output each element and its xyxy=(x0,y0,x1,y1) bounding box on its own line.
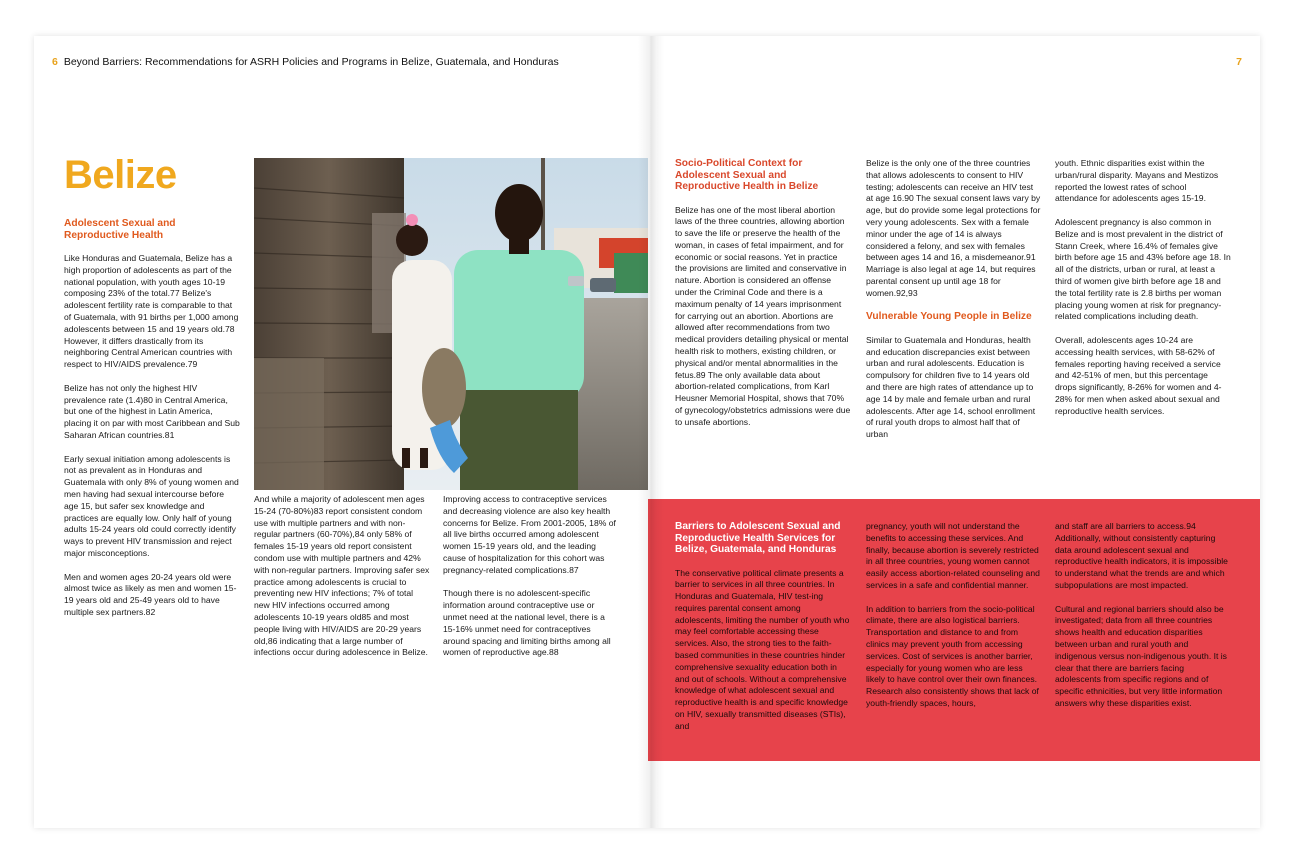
box-heading: Barriers to Adolescent Sexual and Reproductive Health Services for Belize, Guatemala, and Honduras xyxy=(675,521,841,555)
right-column-1 xyxy=(675,158,851,429)
paragraph: Belize has not only the highest HIV prevalence rate (1.4)80 in Central America, but one of the highest in Latin America, placing it on par with most Caribbean and Sub Saharan African countries.81 xyxy=(64,382,240,440)
brochure-spread xyxy=(34,36,1260,828)
paragraph: Adolescent pregnancy is also common in Belize and is most prevalent in the district of Stann Creek, where 16.4% of females give birth before age 15 and 43% before age 18. In all of the districts, urban or rural, at least a third of women give birth before age 18 and the total fertility rate is 2.8 births per woman placing young women at risk for pregnancy-related complications including death. xyxy=(1055,216,1231,322)
paragraph: And while a majority of adolescent men ages 15-24 (70-80%)83 report consistent condom use with multiple partners and with non-regular partners (60-70%),84 only 58% of females 15-19 years old report consistent condom use with multiple partners and 42% with non-regular partners. Improving safer sex practice among adolescents is crucial to preventing new HIV infections; 7% of total new HIV infections occurred among adolescents 10-19 years old85 and most people living with HIV/AIDS are 20-29 years old,86 indicating that a large number of infections occur during adolescence in Belize. xyxy=(254,494,430,658)
paragraph: Like Honduras and Guatemala, Belize has a high proportion of adolescents as part of the national population, with youth ages 10-19 composing 23% of the total.77 Belize's adolescent fertility rate is comparable to that of Guatemala, with 91 births per 1,000 among adolescents between 15 and 19 years old.78 However, it differs drastically from its neighboring Central American countries with respect to HIV/AIDS prevalence.79 xyxy=(64,253,239,370)
paragraph: Belize has one of the most liberal abortion laws of the three countries, allowing abortion to save the life or preserve the health of the woman, in cases of fetal impairment, and for economic or social reasons. Yet in practice the provisions are limited and conservative in nature. Abortion is considered an offense under the Criminal Code and there is a maximum penalty of 14 years imprisonment for carrying out an abortion. Abortions are allowed after recommendations from two medical providers detailing physical or mental health risk to mothers, existing children, or physical and/or mental abnormalities in the fetus.89 The only available data about abortion-related complications, from Karl Heusner Memorial Hospital, shows that 70% of gynecology/obstetrics admissions were due to unsafe abortions. xyxy=(675,204,851,427)
paragraph: Cultural and regional barriers should also be investigated; data from all three countries shows health and education disparities between urban and rural youth and indigenous versus non-indigenous youth. It is clear that there are barriers facing adolescents from specific regions and of specific ethnicities, but very little information answers why these disparities exist. xyxy=(1055,603,1227,708)
paragraph: Men and women ages 20-24 years old were almost twice as likely as men and women 15-19 years old and 25-49 years old to have multiple sex partners.82 xyxy=(64,571,237,617)
barriers-callout-box xyxy=(648,499,1260,761)
paragraph: pregnancy, youth will not understand the benefits to accessing these services. And finally, because abortion is severely restricted in all three countries, young women cannot easily access abortion-related counseling and services in a safe and confidential manner. xyxy=(866,521,1040,590)
box-column-1 xyxy=(675,521,851,733)
paragraph: Though there is no adolescent-specific information around contraceptive use or unmet need at the national level, there is a 15-16% unmet need for contraceptives around spacing and limiting births among all women of reproductive age.88 xyxy=(443,588,611,658)
paragraph: and staff are all barriers to access.94 Additionally, without consistently capturing data around adolescent sexual and reproductive health indicators, it is impossible to understand what the trends are and which subpopulations are most impacted. xyxy=(1055,521,1228,590)
box-column-2 xyxy=(866,521,1042,710)
right-column-2 xyxy=(866,158,1042,441)
running-title: Beyond Barriers: Recommendations for ASRH Policies and Programs in Belize, Guatemala, and Honduras xyxy=(63,56,559,68)
paragraph: Belize is the only one of the three countries that allows adolescents to consent to HIV testing; adolescents can receive an HIV test at age 16.90 The sexual consent laws vary by age, but do provide some legal protections for very young adolescents. Sex with a female minor under the age of 14 is always considered a felony, and sex with females between ages 14 and 16, a misdemeanor.91 Marriage is also legal at age 14, but requires parental consent up until age 18 for women.92,93 xyxy=(866,158,1041,298)
left-page-number: 6 xyxy=(52,56,58,68)
left-column-1 xyxy=(64,218,240,619)
left-column-2 xyxy=(254,494,430,659)
left-column-3 xyxy=(443,494,619,659)
paragraph: Overall, adolescents ages 10-24 are accessing health services, with 58-62% of females reporting having received a service and 42-51% of men, but this percentage drops significantly, 8-26% for women and 4-28% for men when asked about sexual and reproductive health services. xyxy=(1055,334,1222,416)
page-title: Belize xyxy=(64,153,177,197)
paragraph: Similar to Guatemala and Honduras, health and education discrepancies exist between urban and rural adolescents. Education is compulsory for children five to 14 years old and there are high rates of attendance up to age 14 by male and female urban and rural adolescents. After age 14, school enrollment of rural youth drops to almost half that of urban xyxy=(866,334,1036,440)
paragraph: Improving access to contraceptive services and decreasing violence are also key health concerns for Belize. From 2001-2005, 18% of all live births occurred among adolescent women 15-19 years old, and the leading cause of hospitalization for this cohort was pregnancy-related complications.87 xyxy=(443,494,616,575)
paragraph: Early sexual initiation among adolescents is not as prevalent as in Honduras and Guatemala with only 8% of young women and men having had sexual intercourse before age 15, but safer sex knowledge and practices are equally low. Only half of young adults 15-24 years old could correctly identify ways to prevent HIV transmission and reject major misconceptions. xyxy=(64,453,239,558)
photo-schoolgirls xyxy=(254,158,648,490)
section-heading-vulnerable: Vulnerable Young People in Belize xyxy=(866,311,1032,323)
running-head xyxy=(52,56,559,68)
left-page xyxy=(34,36,648,828)
right-page xyxy=(648,36,1260,828)
right-column-3 xyxy=(1055,158,1231,418)
paragraph: In addition to barriers from the socio-political climate, there are also logistical barriers. Transportation and distance to and from clinics may prevent youth from accessing services. Cost of services is another barrier, especially for young women who are less likely to have control over their own finances. Research also consistently shows that lack of youth-friendly spaces, hours, xyxy=(866,603,1039,708)
paragraph: The conservative political climate presents a barrier to services in all three countries. In Honduras and Guatemala, HIV test-ing requires parental consent among adolescents, limiting the number of youth who may feel comfortable accessing these services. Also, the strong ties to the faith-based communities in these countries hinder comprehensive sexuality education both in and out of schools. Without a comprehensive knowledge of what adolescent sexual and reproductive health is and specific knowledge on HIV, sexually transmitted diseases (STIs), and xyxy=(675,567,850,731)
section-heading-socio-political: Socio-Political Context for Adolescent Sexual and Reproductive Health in Belize xyxy=(675,158,819,192)
box-column-3 xyxy=(1055,521,1231,710)
right-page-number: 7 xyxy=(1236,56,1242,68)
section-heading-asrh: Adolescent Sexual and Reproductive Health xyxy=(64,218,176,241)
paragraph: youth. Ethnic disparities exist within the urban/rural disparity. Mayans and Mestizos reported the lowest rates of school attendance for adolescents ages 15-19. xyxy=(1055,158,1219,204)
